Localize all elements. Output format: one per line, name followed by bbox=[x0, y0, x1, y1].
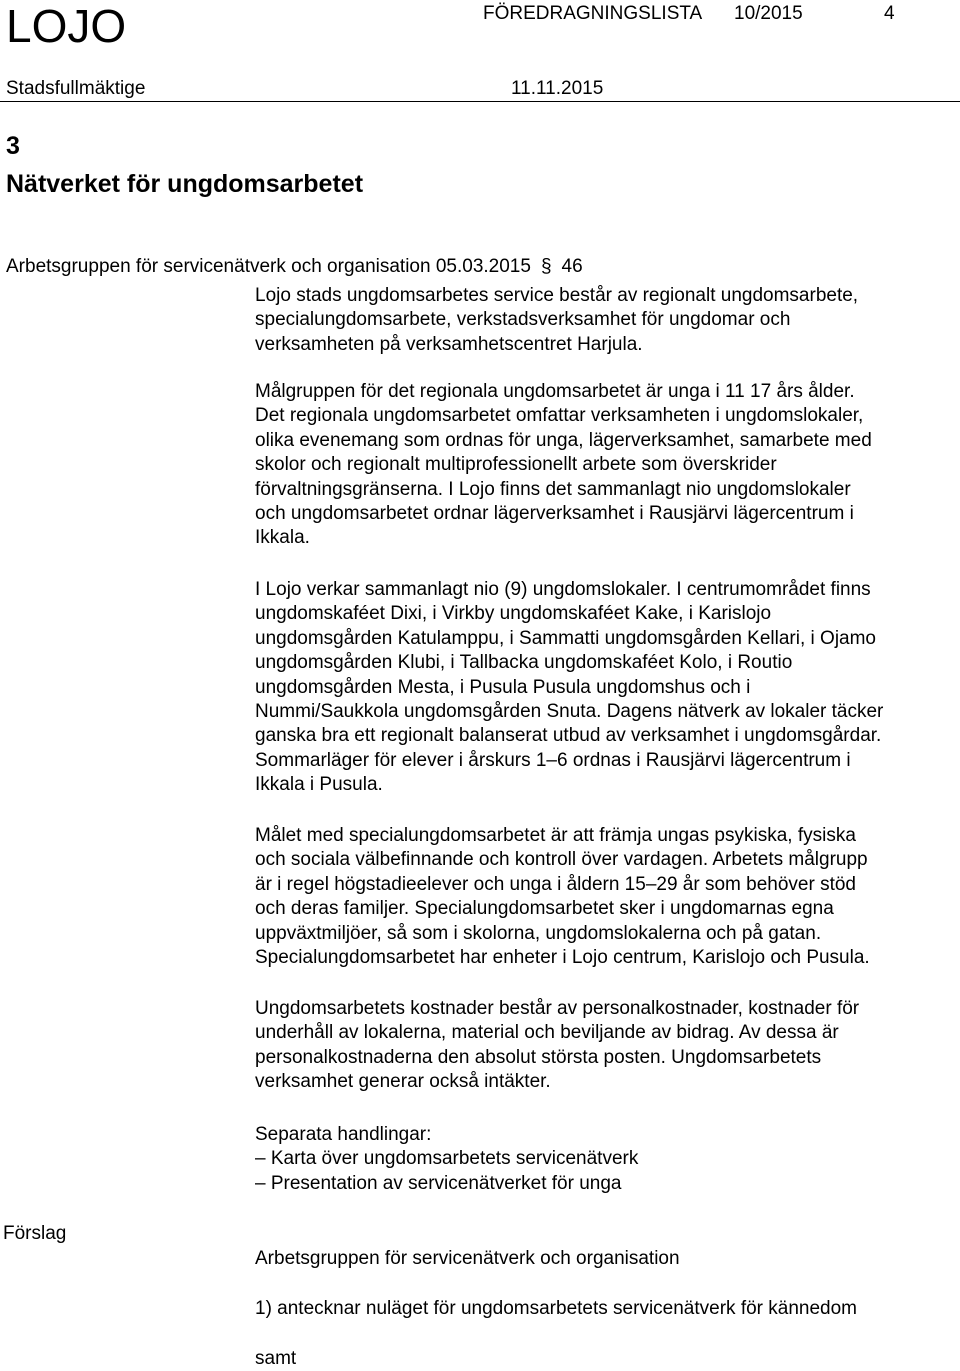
page-number: 4 bbox=[884, 3, 895, 24]
text-line: Specialungdomsarbetet har enheter i Lojo centrum, Karislojo och Pusula. bbox=[255, 947, 870, 969]
paragraph-service-overview bbox=[255, 284, 960, 357]
text-line: skolor och regionalt multiprofessionellt arbete som överskrider bbox=[255, 454, 777, 476]
reference-line bbox=[6, 255, 583, 279]
text-line: Ungdomsarbetets kostnader består av personalkostnader, kostnader för bbox=[255, 998, 860, 1019]
proposal-body: Arbetsgruppen för servicenätverk och organisation bbox=[255, 1248, 680, 1269]
attachment-item: – Presentation av servicenätverket för unga bbox=[255, 1172, 622, 1194]
meeting-date: 11.11.2015 bbox=[511, 78, 604, 99]
text-line: I Lojo verkar sammanlagt nio (9) ungdomslokaler. I centrumområdet finns bbox=[255, 579, 871, 600]
text-line: underhåll av lokalerna, material och beviljande av bidrag. Av dessa är bbox=[255, 1022, 839, 1044]
text-line: uppväxtmiljöer, så som i skolorna, ungdomslokalerna och på gatan. bbox=[255, 922, 822, 944]
text-line: personalkostnaderna den absolut största posten. Ungdomsarbetets bbox=[255, 1046, 822, 1068]
paragraph-youth-facilities bbox=[255, 578, 960, 798]
text-line: olika evenemang som ordnas för unga, lägerverksamhet, samarbete med bbox=[255, 429, 872, 451]
document-list-title: FÖREDRAGNINGSLISTA bbox=[483, 3, 703, 24]
reference-paragraph-number: 46 bbox=[561, 256, 583, 277]
text-line: Målet med specialungdomsarbetet är att främja ungas psykiska, fysiska bbox=[255, 825, 856, 846]
attachments-heading: Separata handlingar: bbox=[255, 1124, 432, 1145]
text-line: Ikkala. bbox=[255, 527, 310, 549]
text-line: ungdomskaféet Dixi, i Virkby ungdomskaféet Kake, i Karislojo bbox=[255, 603, 772, 625]
paragraph-special-youth-work bbox=[255, 824, 960, 970]
list-number: 10/2015 bbox=[734, 3, 803, 24]
section-number: 3 bbox=[6, 132, 20, 160]
paragraph-costs bbox=[255, 997, 960, 1095]
text-line: och deras familjer. Specialungdomsarbetet sker i ungdomarnas egna bbox=[255, 898, 834, 920]
proposal-item-1: 1) antecknar nuläget för ungdomsarbetets servicenätverk för kännedom bbox=[255, 1298, 857, 1319]
text-line: förvaltningsgränserna. I Lojo finns det sammanlagt nio ungdomslokaler bbox=[255, 478, 851, 500]
text-line: och ungdomsarbetet ordnar lägerverksamhet i Rausjärvi lägercentrum i bbox=[255, 503, 854, 525]
proposal-conjunction: samt bbox=[255, 1348, 297, 1369]
proposal-label: Förslag bbox=[3, 1223, 67, 1244]
text-line: verksamhet generar också intäkter. bbox=[255, 1071, 551, 1093]
text-line: ungdomsgården Klubi, i Tallbacka ungdomskaféet Kolo, i Routio bbox=[255, 652, 793, 674]
reference-text: Arbetsgruppen för servicenätverk och organisation 05.03.2015 bbox=[6, 256, 531, 277]
attachments-list bbox=[255, 1123, 960, 1196]
text-line: Ikkala i Pusula. bbox=[255, 774, 383, 796]
text-line: specialungdomsarbete, verkstadsverksamhet för ungdomar och bbox=[255, 309, 791, 331]
attachment-item: – Karta över ungdomsarbetets servicenätverk bbox=[255, 1148, 639, 1170]
municipality-logo: LOJO bbox=[6, 0, 127, 52]
paragraph-regional-youth-work bbox=[255, 380, 960, 551]
section-mark: § bbox=[540, 256, 552, 277]
text-line: Målgruppen för det regionala ungdomsarbetet är unga i 11 17 års ålder. bbox=[255, 381, 855, 402]
header-divider bbox=[0, 101, 960, 102]
text-line: Sommarläger för elever i årskurs 1–6 ordnas i Rausjärvi lägercentrum i bbox=[255, 749, 851, 771]
text-line: ungdomsgården Mesta, i Pusula Pusula ungdomshus och i bbox=[255, 676, 751, 698]
section-title: Nätverket för ungdomsarbetet bbox=[6, 170, 364, 198]
text-line: Lojo stads ungdomsarbetes service består av regionalt ungdomsarbete, bbox=[255, 285, 859, 306]
text-line: ganska bra ett regionalt balanserat utbud av verksamhet i ungdomsgårdar. bbox=[255, 725, 882, 747]
text-line: verksamheten på verksamhetscentret Harjula. bbox=[255, 333, 643, 355]
text-line: och sociala välbefinnande och kontroll över vardagen. Arbetets målgrupp bbox=[255, 849, 868, 871]
text-line: Nummi/Saukkola ungdomsgården Snuta. Dagens nätverk av lokaler täcker bbox=[255, 701, 884, 723]
text-line: ungdomsgården Katulamppu, i Sammatti ungdomsgården Kellari, i Ojamo bbox=[255, 627, 876, 649]
text-line: är i regel högstadieelever och unga i åldern 15–29 år som behöver stöd bbox=[255, 873, 856, 895]
text-line: Det regionala ungdomsarbetet omfattar verksamheten i ungdomslokaler, bbox=[255, 405, 864, 427]
decision-body: Stadsfullmäktige bbox=[6, 78, 146, 99]
